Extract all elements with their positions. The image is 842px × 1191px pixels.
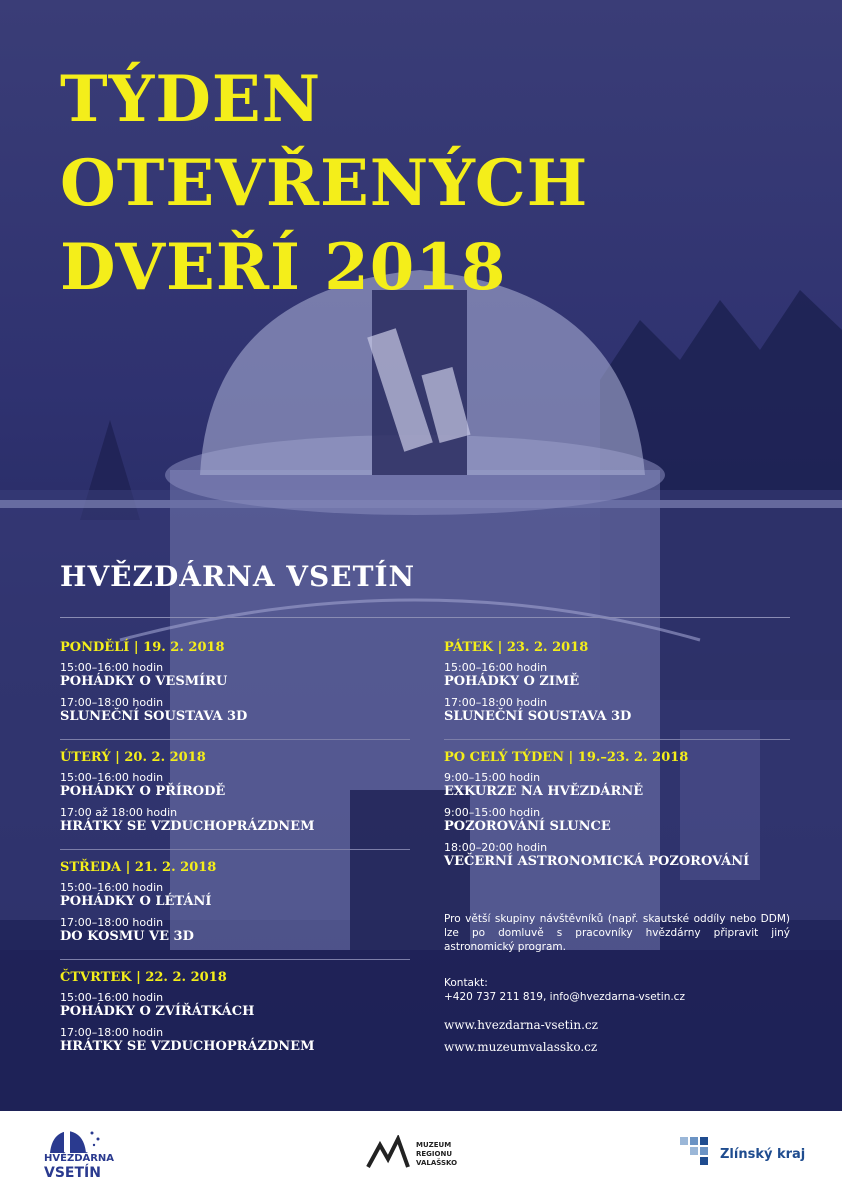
day-heading: ČTVRTEK | 22. 2. 2018	[60, 970, 227, 985]
event-time: 15:00–16:00 hodin	[444, 661, 548, 674]
event	[60, 696, 410, 725]
event-title: SLUNEČNÍ SOUSTAVA 3D	[60, 709, 248, 724]
title-line-1: TÝDEN	[60, 62, 322, 137]
event	[444, 841, 790, 870]
hvezdarna-logo	[44, 1127, 134, 1181]
event	[444, 696, 790, 725]
event-title: EXKURZE NA HVĚZDÁRNĚ	[444, 784, 644, 799]
event-title: POHÁDKY O ZVÍŘÁTKÁCH	[60, 1004, 255, 1019]
day-heading: ÚTERÝ | 20. 2. 2018	[60, 750, 206, 765]
event-time: 9:00–15:00 hodin	[444, 771, 541, 784]
muzeum-logo-line3: VALAŠSKO	[416, 1159, 458, 1167]
day-heading: PONDĚLÍ | 19. 2. 2018	[60, 640, 225, 655]
day-block	[444, 750, 790, 884]
website-link-muzeum[interactable]: www.muzeumvalassko.cz	[444, 1040, 598, 1054]
event	[60, 771, 410, 800]
event-time: 15:00–16:00 hodin	[60, 771, 164, 784]
contact-label: Kontakt:	[444, 977, 488, 989]
event-title: POHÁDKY O PŘÍRODĚ	[60, 784, 226, 799]
title-line-3: DVEŘÍ 2018	[60, 230, 507, 305]
event-title: HRÁTKY SE VZDUCHOPRÁZDNEM	[60, 819, 315, 834]
event	[60, 916, 410, 945]
website-link-hvezdarna[interactable]: www.hvezdarna-vsetin.cz	[444, 1018, 598, 1032]
event-time: 17:00 až 18:00 hodin	[60, 806, 178, 819]
muzeum-logo-line1: MUZEUM	[416, 1141, 452, 1149]
day-block	[444, 640, 790, 740]
day-block	[60, 860, 410, 960]
event-title: DO KOSMU VE 3D	[60, 929, 194, 944]
group-note: Pro větší skupiny návštěvníků (např. skautské oddíly nebo DDM) lze po domluvě s pracovníky hvězdárny připravit jiný astronomický program.	[444, 913, 790, 953]
event-time: 17:00–18:00 hodin	[60, 916, 164, 929]
event-time: 17:00–18:00 hodin	[60, 1026, 164, 1039]
day-heading: STŘEDA | 21. 2. 2018	[60, 860, 217, 875]
event-title: POHÁDKY O VESMÍRU	[60, 674, 228, 689]
muzeum-logo	[366, 1135, 466, 1179]
event	[60, 881, 410, 910]
event-title: HRÁTKY SE VZDUCHOPRÁZDNEM	[60, 1039, 315, 1054]
event	[60, 991, 410, 1020]
left-column	[60, 640, 410, 1079]
day-block	[60, 640, 410, 740]
muzeum-logo-line2: REGIONU	[416, 1150, 453, 1158]
event-title: VEČERNÍ ASTRONOMICKÁ POZOROVÁNÍ	[444, 854, 750, 869]
day-block	[60, 750, 410, 850]
zlinsky-kraj-text: Zlínský kraj	[720, 1147, 806, 1162]
hvezdarna-logo-line2: VSETÍN	[44, 1165, 101, 1181]
event-time: 9:00–15:00 hodin	[444, 806, 541, 819]
event-time: 15:00–16:00 hodin	[60, 661, 164, 674]
contact-line[interactable]: +420 737 211 819, info@hvezdarna-vsetin.cz	[444, 991, 685, 1003]
event	[60, 806, 410, 835]
event-time: 17:00–18:00 hodin	[60, 696, 164, 709]
zlinsky-kraj-logo	[680, 1135, 810, 1175]
divider	[60, 617, 790, 618]
event	[60, 661, 410, 690]
day-heading: PÁTEK | 23. 2. 2018	[444, 640, 589, 655]
muzeum-m-icon	[366, 1135, 412, 1169]
event	[444, 806, 790, 835]
event-time: 18:00–20:00 hodin	[444, 841, 548, 854]
poster-title	[60, 58, 588, 310]
zlinsky-squares-icon	[680, 1135, 714, 1165]
event	[444, 661, 790, 690]
event-title: POZOROVÁNÍ SLUNCE	[444, 819, 611, 834]
contact-block	[444, 976, 790, 1004]
hvezdarna-logo-line1: HVĚZDÁRNA	[44, 1153, 115, 1164]
right-column	[444, 640, 790, 1054]
title-line-2: OTEVŘENÝCH	[60, 146, 589, 221]
event	[444, 771, 790, 800]
event-title: POHÁDKY O ZIMĚ	[444, 674, 580, 689]
event-time: 15:00–16:00 hodin	[60, 881, 164, 894]
footer	[0, 1111, 842, 1191]
venue-name: HVĚZDÁRNA VSETÍN	[60, 560, 416, 593]
event-time: 15:00–16:00 hodin	[60, 991, 164, 1004]
event-title: SLUNEČNÍ SOUSTAVA 3D	[444, 709, 632, 724]
observatory-dome-icon	[44, 1127, 104, 1155]
event-title: POHÁDKY O LÉTÁNÍ	[60, 894, 212, 909]
day-heading: PO CELÝ TÝDEN | 19.–23. 2. 2018	[444, 750, 689, 765]
day-block	[60, 970, 410, 1069]
event	[60, 1026, 410, 1055]
muzeum-logo-text	[416, 1141, 457, 1168]
event-time: 17:00–18:00 hodin	[444, 696, 548, 709]
